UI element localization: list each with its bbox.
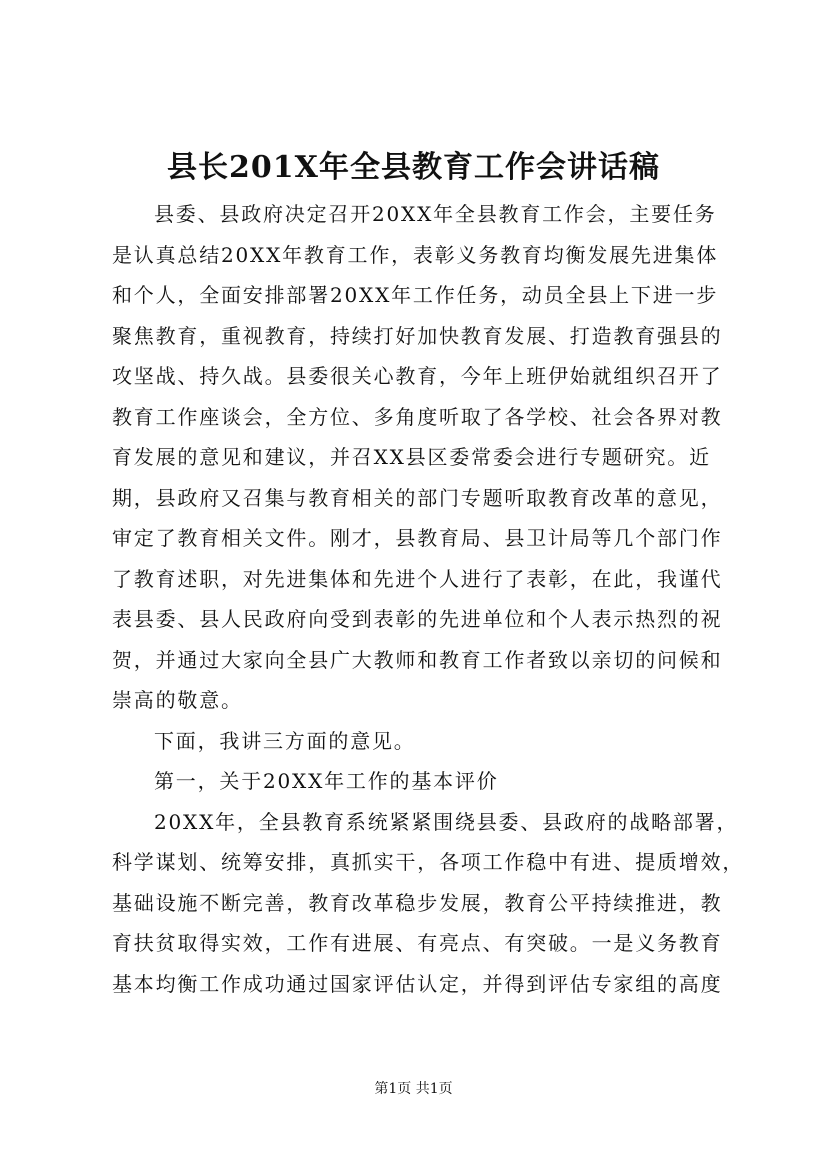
text-line: 下面，我讲三方面的意见。 xyxy=(154,728,416,753)
text-line: 育扶贫取得实效，工作有进展、有亮点、有突破。一是义务教育 xyxy=(112,931,723,955)
text-line: 攻坚战、持久战。县委很关心教育，今年上班伊始就组织召开了 xyxy=(112,364,723,388)
text-line: 20XX年，全县教育系统紧紧围绕县委、县政府的战略部署， xyxy=(154,809,739,834)
page-footer: 第1页 共1页 xyxy=(374,1081,453,1097)
section-heading: 第一，关于20XX年工作的基本评价 xyxy=(154,769,499,793)
text-line: 基础设施不断完善，教育改革稳步发展，教育公平持续推进，教 xyxy=(112,890,723,915)
text-line: 表县委、县人民政府向受到表彰的先进单位和个人表示热烈的祝 xyxy=(112,607,723,631)
text-line: 教育工作座谈会，全方位、多角度听取了各学校、社会各界对教 xyxy=(112,404,723,429)
text-line: 崇高的敬意。 xyxy=(112,688,243,712)
text-line: 是认真总结20XX年教育工作，表彰义务教育均衡发展先进集体 xyxy=(112,242,719,267)
text-line: 育发展的意见和建议，并召XX县区委常委会进行专题研究。近 xyxy=(112,445,711,469)
document-title: 县长201X年全县教育工作会讲话稿 xyxy=(167,150,660,185)
document-body xyxy=(112,194,745,1004)
text-line: 审定了教育相关文件。刚才，县教育局、县卫计局等几个部门作 xyxy=(112,526,723,550)
text-line: 聚焦教育，重视教育，持续打好加快教育发展、打造教育强县的 xyxy=(112,323,723,348)
text-line: 和个人，全面安排部署20XX年工作任务，动员全县上下进一步 xyxy=(112,283,719,307)
text-line: 了教育述职，对先进集体和先进个人进行了表彰，在此，我谨代 xyxy=(112,566,723,591)
text-line: 贺，并通过大家向全县广大教师和教育工作者致以亲切的问候和 xyxy=(112,647,723,672)
text-line: 科学谋划、统筹安排，真抓实干，各项工作稳中有进、提质增效， xyxy=(112,850,745,874)
text-line: 县委、县政府决定召开20XX年全县教育工作会，主要任务 xyxy=(154,202,717,226)
text-line: 基本均衡工作成功通过国家评估认定，并得到评估专家组的高度 xyxy=(112,971,723,996)
text-line: 期，县政府又召集与教育相关的部门专题听取教育改革的意见， xyxy=(112,485,723,510)
